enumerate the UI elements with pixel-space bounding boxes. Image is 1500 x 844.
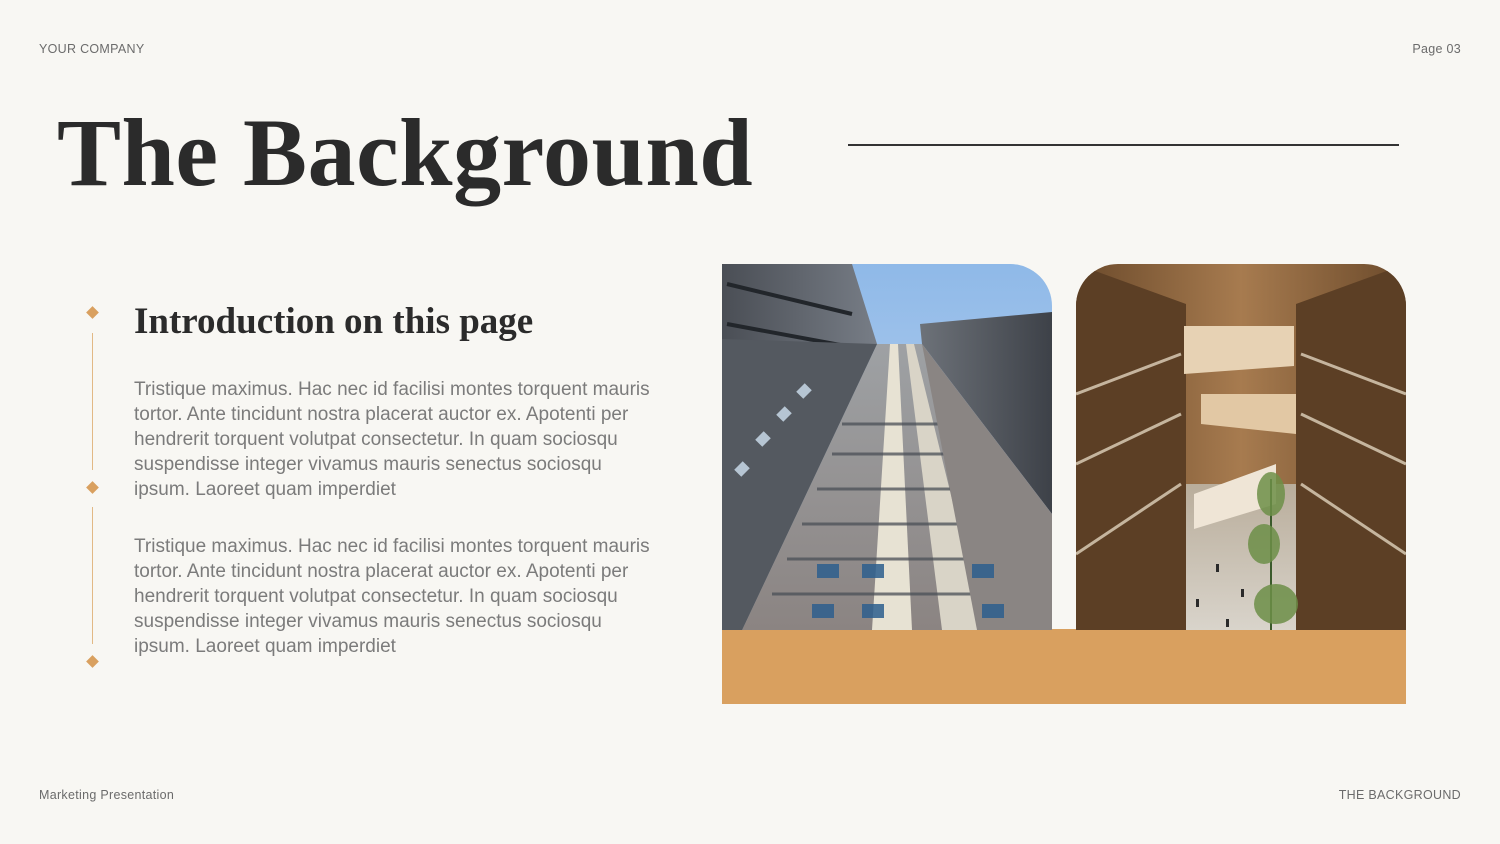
timeline-diamond-bottom bbox=[86, 655, 99, 668]
page-number: Page 03 bbox=[1412, 42, 1461, 56]
paragraph-1: Tristique maximus. Hac nec id facilisi montes torquent mauris tortor. Ante tincidunt nostra placerat auctor ex. Apotenti per hendrerit torquent volutpat consectetur. In quam sociosqu suspendisse integer vivamus mauris senectus sociosqu ipsum. Laoreet quam imperdiet bbox=[134, 379, 650, 500]
timeline-line-1 bbox=[92, 333, 93, 470]
title-divider bbox=[848, 144, 1399, 146]
timeline-diamond-top bbox=[86, 306, 99, 319]
page-title: The Background bbox=[57, 99, 754, 206]
footer-presentation-label: Marketing Presentation bbox=[39, 788, 175, 802]
company-label: YOUR COMPANY bbox=[39, 42, 145, 56]
timeline-line-2 bbox=[92, 507, 93, 644]
skyscraper-photo bbox=[722, 264, 1052, 630]
paragraph-2: Tristique maximus. Hac nec id facilisi montes torquent mauris tortor. Ante tincidunt nostra placerat auctor ex. Apotenti per hendrerit torquent volutpat consectetur. In quam sociosqu suspendisse integer vivamus mauris senectus sociosqu ipsum. Laoreet quam imperdiet bbox=[134, 536, 650, 657]
section-heading: Introduction on this page bbox=[134, 301, 534, 342]
footer-section-label: THE BACKGROUND bbox=[1338, 788, 1461, 802]
atrium-photo bbox=[1076, 264, 1406, 630]
timeline-diamond-middle bbox=[86, 481, 99, 494]
accent-block bbox=[722, 629, 1406, 704]
